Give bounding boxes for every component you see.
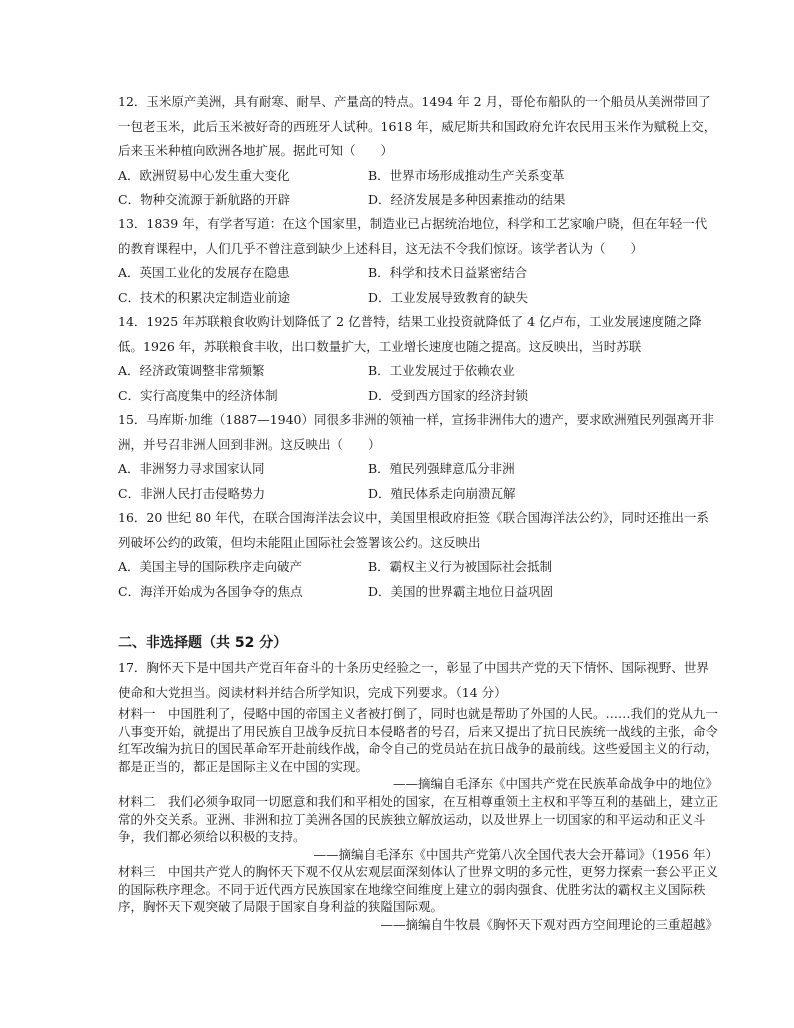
option-a: A．英国工业化的发展存在隐患 (118, 265, 290, 280)
option-d: D．受到西方国家的经济封锁 (368, 387, 529, 403)
option-b: B．殖民列强肆意瓜分非洲 (368, 461, 515, 476)
option-c: C．技术的积累决定制造业前途 (118, 289, 291, 305)
section-title: 二、非选择题（共 52 分） (118, 635, 288, 651)
material-2 (118, 793, 718, 863)
material-source: ——摘编自毛泽东《中国共产党第八次全国代表大会开幕词》（1956 年） (313, 846, 718, 862)
option-c: C．物种交流源于新航路的开辟 (118, 192, 291, 207)
option-a: A．欧洲贸易中心发生重大变化 (118, 167, 290, 183)
option-b: B．世界市场形成推动生产关系变革 (368, 167, 565, 183)
option-list (118, 555, 718, 604)
question-stem: 15．马库斯·加维（1887—1940）同很多非洲的领袖一样，宣扬非洲伟大的遗产，要求欧洲殖民列强离开非洲，并号召非洲人回到非洲。这反映出（ ） (118, 412, 715, 452)
material-text: 材料一 中国胜利了，侵略中国的帝国主义者被打倒了，同时也就是帮助了外国的人民。……我们的党从九一八事变开始，就提出了用民族自卫战争反抗日本侵略者的号召，后来又提出了抗日民族统一战线的主张，命令红军改编为抗日的国民革命军开赴前线作战，命令自己的党员站在抗日战争的最前线。这些爱国主义的行动，都是正当的，都正是国际主义在中国的实现。 (118, 706, 719, 774)
question-17-stem: 17．胸怀天下是中国共产党百年奋斗的十条历史经验之一，彰显了中国共产党的天下情怀、国际视野、世界使命和大党担当。阅读材料并结合所学知识，完成下列要求。（14 分） (118, 660, 709, 700)
question-stem: 14．1925 年苏联粮食收购计划降低了 2 亿普特，结果工业投资就降低了 4 亿卢布，工业发展速度随之降低。1926 年，苏联粮食丰收，出口数量扩大，工业增长速度也随之提高。这反映出，当时苏联 (118, 314, 702, 354)
option-b: B．霸权主义行为被国际社会抵制 (368, 559, 553, 574)
option-c: C．实行高度集中的经济体制 (118, 387, 278, 403)
material-text: 材料二 我们必须争取同一切愿意和我们和平相处的国家，在互相尊重领土主权和平等互利的基础上，建立正常的外交关系。亚洲、非洲和拉丁美洲各国的民族独立解放运动，以及世界上一切国家的和平运动和正义斗争，我们都必须给以积极的支持。 (118, 794, 719, 844)
question-stem: 16．20 世纪 80 年代，在联合国海洋法会议中，美国里根政府拒签《联合国海洋法公约》，同时还推出一系列破坏公约的政策，但均未能阻止国际社会签署该公约。这反映出 (118, 510, 709, 550)
option-c: C．海洋开始成为各国争夺的焦点 (118, 583, 303, 599)
material-source: ——摘编自毛泽东《中国共产党在民族革命战争中的地位》 (392, 776, 718, 791)
option-list (118, 261, 718, 310)
question-15 (118, 408, 718, 506)
question-13 (118, 212, 718, 310)
question-12 (118, 90, 718, 213)
option-a: A．经济政策调整非常频繁 (118, 363, 265, 378)
option-a: A．美国主导的国际秩序走向破产 (118, 559, 303, 574)
option-list (118, 359, 718, 408)
option-b: B．科学和技术日益紧密结合 (368, 265, 528, 280)
option-d: D．殖民体系走向崩溃瓦解 (368, 485, 516, 501)
option-d: D．美国的世界霸主地位日益巩固 (368, 583, 554, 599)
option-d: D．经济发展是多种因素推动的结果 (368, 192, 566, 207)
option-c: C．非洲人民打击侵略势力 (118, 485, 266, 501)
option-b: B．工业发展过于依赖农业 (368, 363, 515, 378)
material-3 (118, 863, 718, 933)
option-list (118, 164, 718, 213)
material-text: 材料三 中国共产党人的胸怀天下观不仅从宏观层面深刻体认了世界文明的多元性，更努力探索一套公平正义的国际秩序理念。不同于近代西方民族国家在地缘空间维度上建立的弱肉强食、优胜劣汰的霸权主义国际秩序，胸怀天下观突破了局限于国家自身利益的狭隘国际观。 (118, 864, 719, 914)
material-source: ——摘编自牛牧晨《胸怀天下观对西方空间理论的三重超越》 (380, 916, 718, 932)
option-a: A．非洲努力寻求国家认同 (118, 461, 265, 476)
option-d: D．工业发展导致教育的缺失 (368, 289, 529, 305)
question-stem: 12．玉米原产美洲，具有耐寒、耐旱、产量高的特点。1494 年 2 月，哥伦布船队的一个船员从美洲带回了一包老玉米，此后玉米被好奇的西班牙人试种。1618 年，威尼斯共和国政府允许农民用玉米作为赋税上交，后来玉米种植向欧洲各地扩展。据此可知（ ） (118, 94, 717, 158)
question-14 (118, 310, 718, 408)
material-1 (118, 705, 718, 793)
question-16 (118, 506, 718, 604)
option-list (118, 457, 718, 506)
question-stem: 13．1839 年，有学者写道：在这个国家里，制造业已占据统治地位，科学和工艺家喻户晓，但在年轻一代的教育课程中，人们几乎不曾注意到缺少上述科目，这无法不令我们惊讶。该学者认为（ ） (118, 216, 708, 256)
